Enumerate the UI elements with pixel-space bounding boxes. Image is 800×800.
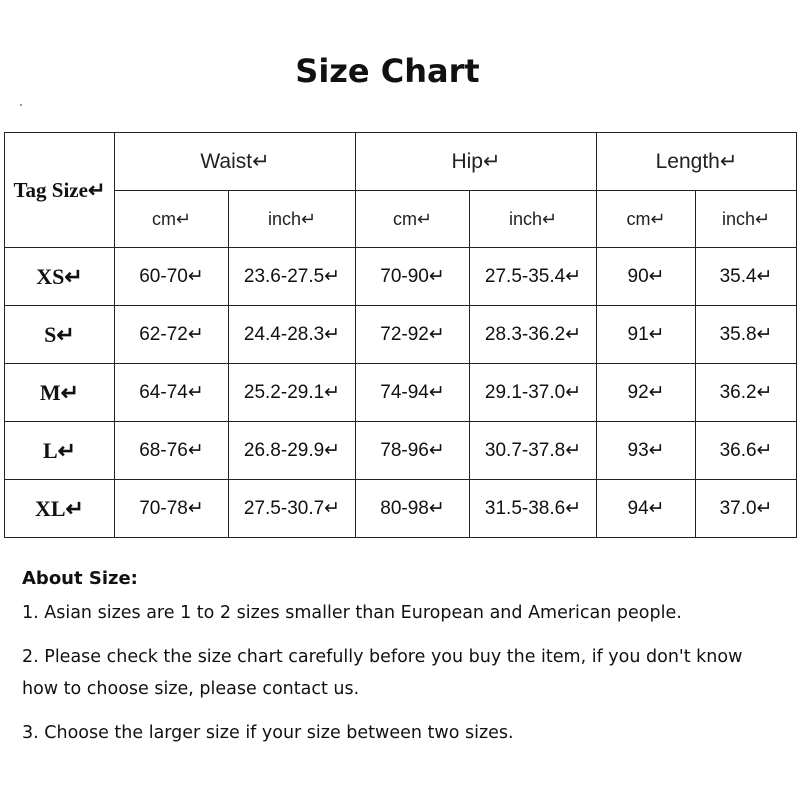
length-cm-cell: 91↵ <box>597 306 696 364</box>
length-inch-cell: 36.6↵ <box>696 422 797 480</box>
tag-size-cell: M↵ <box>5 364 115 422</box>
waist-inch-cell: 26.8-29.9↵ <box>229 422 356 480</box>
tag-size-header: Tag Size↵ <box>5 133 115 248</box>
unit-header-waist-cm: cm↵ <box>115 191 229 248</box>
unit-header-length-cm: cm↵ <box>597 191 696 248</box>
hip-header: Hip↵ <box>356 133 597 191</box>
waist-cm-cell: 68-76↵ <box>115 422 229 480</box>
unit-header-hip-cm: cm↵ <box>356 191 470 248</box>
length-inch-cell: 35.4↵ <box>696 248 797 306</box>
page-title: Size Chart <box>295 52 480 90</box>
about-size-heading: About Size: <box>22 568 138 589</box>
length-inch-cell: 37.0↵ <box>696 480 797 538</box>
waist-inch-cell: 23.6-27.5↵ <box>229 248 356 306</box>
hip-cm-cell: 70-90↵ <box>356 248 470 306</box>
waist-cm-cell: 62-72↵ <box>115 306 229 364</box>
waist-cm-cell: 70-78↵ <box>115 480 229 538</box>
unit-header-waist-inch: inch↵ <box>229 191 356 248</box>
table-header-row-groups <box>5 133 797 191</box>
tag-size-cell: XL↵ <box>5 480 115 538</box>
note-item: 1. Asian sizes are 1 to 2 sizes smaller than European and American people. <box>22 603 682 623</box>
table-row <box>5 248 797 306</box>
hip-cm-cell: 72-92↵ <box>356 306 470 364</box>
hip-inch-cell: 31.5-38.6↵ <box>470 480 597 538</box>
tag-size-cell: XS↵ <box>5 248 115 306</box>
note-item: 2. Please check the size chart carefully before you buy the item, if you don't know how to choose size, please contact us. <box>22 647 743 699</box>
hip-cm-cell: 74-94↵ <box>356 364 470 422</box>
hip-inch-cell: 27.5-35.4↵ <box>470 248 597 306</box>
tag-size-cell: S↵ <box>5 306 115 364</box>
hip-inch-cell: 30.7-37.8↵ <box>470 422 597 480</box>
hip-inch-cell: 29.1-37.0↵ <box>470 364 597 422</box>
about-size-section <box>22 568 782 749</box>
table-row <box>5 480 797 538</box>
hip-cm-cell: 78-96↵ <box>356 422 470 480</box>
length-header: Length↵ <box>597 133 797 191</box>
size-chart-table <box>4 132 797 538</box>
length-cm-cell: 92↵ <box>597 364 696 422</box>
waist-inch-cell: 25.2-29.1↵ <box>229 364 356 422</box>
note-item: 3. Choose the larger size if your size between two sizes. <box>22 723 514 743</box>
hip-cm-cell: 80-98↵ <box>356 480 470 538</box>
hip-inch-cell: 28.3-36.2↵ <box>470 306 597 364</box>
waist-cm-cell: 64-74↵ <box>115 364 229 422</box>
waist-inch-cell: 24.4-28.3↵ <box>229 306 356 364</box>
length-cm-cell: 94↵ <box>597 480 696 538</box>
stray-dot <box>20 104 22 106</box>
length-cm-cell: 93↵ <box>597 422 696 480</box>
waist-header: Waist↵ <box>115 133 356 191</box>
length-cm-cell: 90↵ <box>597 248 696 306</box>
table-header-row-units <box>5 191 797 248</box>
length-inch-cell: 36.2↵ <box>696 364 797 422</box>
table-row <box>5 364 797 422</box>
tag-size-cell: L↵ <box>5 422 115 480</box>
unit-header-length-inch: inch↵ <box>696 191 797 248</box>
length-inch-cell: 35.8↵ <box>696 306 797 364</box>
waist-inch-cell: 27.5-30.7↵ <box>229 480 356 538</box>
waist-cm-cell: 60-70↵ <box>115 248 229 306</box>
table-row <box>5 422 797 480</box>
table-row <box>5 306 797 364</box>
unit-header-hip-inch: inch↵ <box>470 191 597 248</box>
